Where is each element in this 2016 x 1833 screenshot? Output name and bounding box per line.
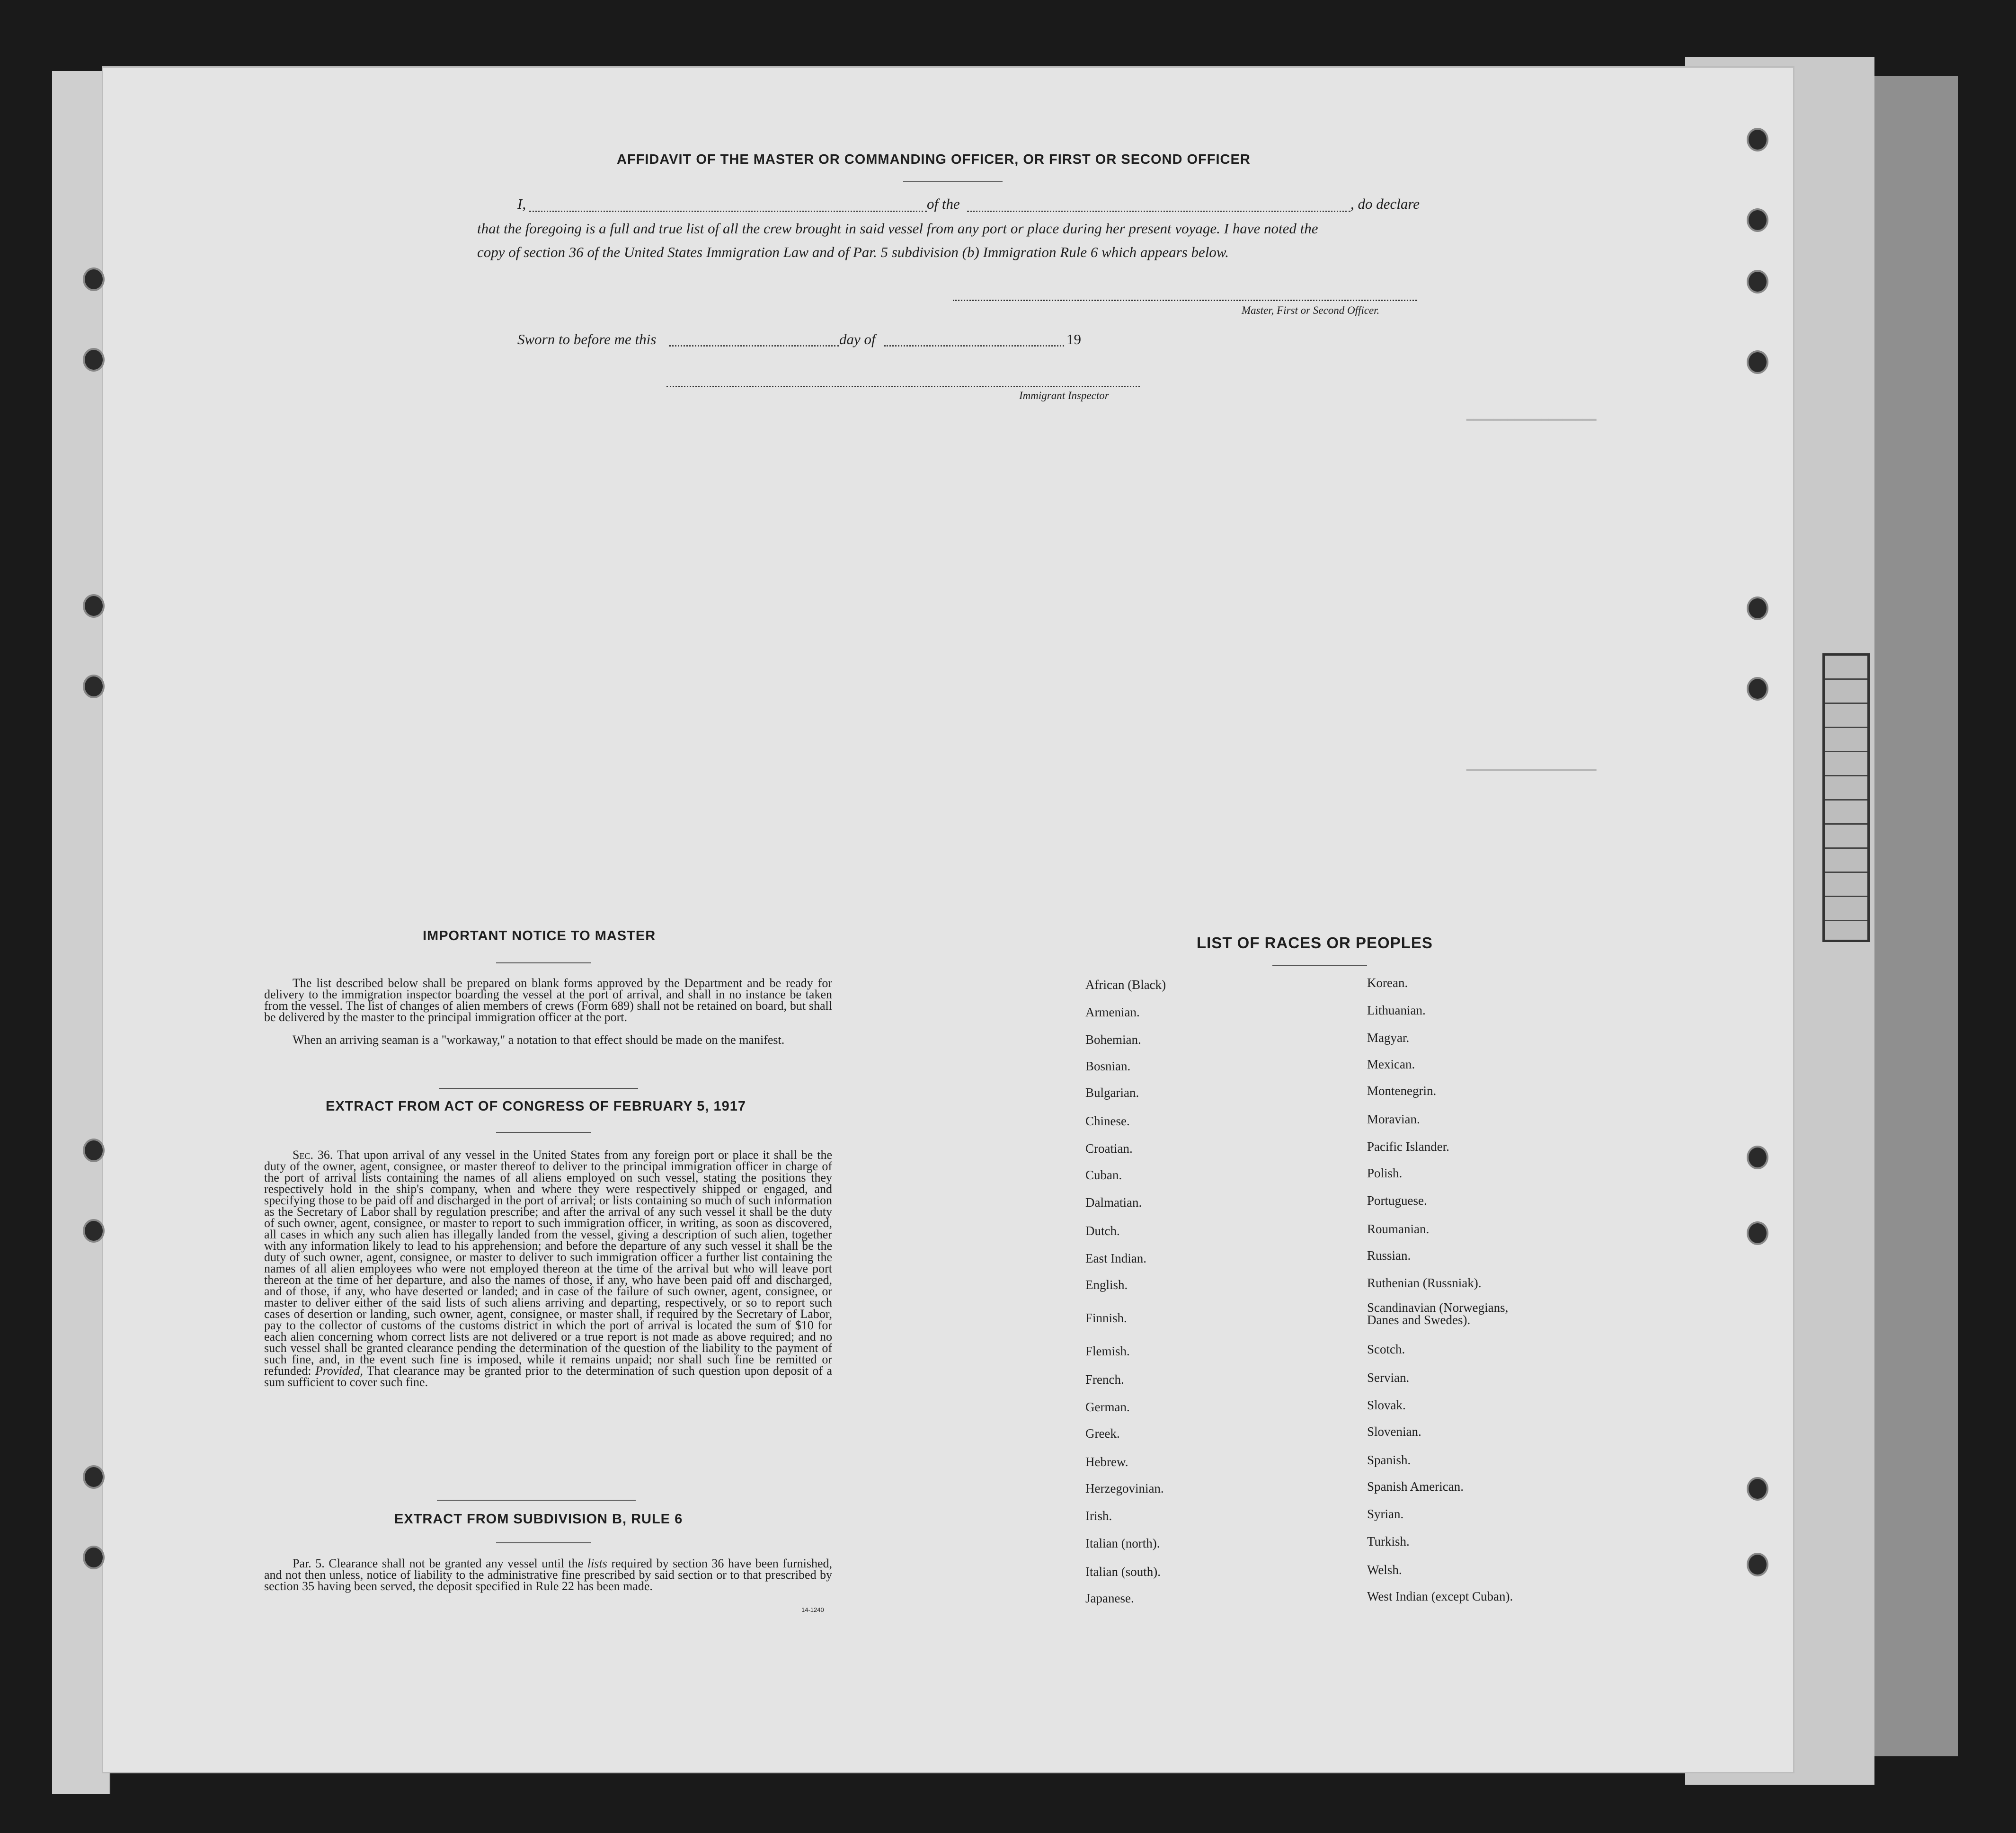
- binder-hole-icon: [1747, 208, 1768, 232]
- index-tab: [1822, 653, 1870, 942]
- race-left: Cuban.: [1085, 1168, 1122, 1182]
- race-left: Flemish.: [1085, 1344, 1130, 1358]
- race-left: German.: [1085, 1400, 1130, 1414]
- binder-hole-icon: [83, 1465, 105, 1489]
- race-right: Slovenian.: [1367, 1424, 1421, 1439]
- binder-hole-icon: [83, 675, 105, 698]
- bleed-through-mark: ━━━━━━━━━━━━━━━━━━━: [1466, 415, 1597, 427]
- par-5-b: required by section 36 have been furnished, and not then unless, notice of liability to the administrative fine prescribed by said section or to that prescribed by section 35 having been served, the deposit specified in Rule 22 has been made.: [264, 1557, 833, 1593]
- affidavit-of-the-label: of the: [927, 196, 960, 212]
- binder-hole-icon: [83, 267, 105, 291]
- race-left: French.: [1085, 1372, 1124, 1387]
- sec-36-text: [264, 1149, 832, 1388]
- race-left: Greek.: [1085, 1426, 1120, 1441]
- binder-hole-icon: [83, 1139, 105, 1162]
- form-number: 14-1240: [801, 1606, 824, 1613]
- race-right: Spanish American.: [1367, 1479, 1464, 1494]
- binder-hole-icon: [1747, 270, 1768, 294]
- provided-word: Provided,: [315, 1364, 363, 1378]
- binder-hole-icon: [1747, 350, 1768, 374]
- divider: [496, 962, 591, 963]
- affidavit-line-3: copy of section 36 of the United States Immigration Law and of Par. 5 subdivision (b) Immigration Rule 6 which appears below.: [477, 244, 1229, 260]
- rule-extract-title: EXTRACT FROM SUBDIVISION B, RULE 6: [394, 1512, 683, 1527]
- divider: [903, 181, 1003, 182]
- binder-hole-icon: [83, 348, 105, 372]
- race-right: Scotch.: [1367, 1342, 1405, 1356]
- race-left: African (Black): [1085, 978, 1166, 992]
- binder-hole-icon: [1747, 677, 1768, 701]
- bleed-through-mark: ━━━━━━━━━━━━━━━━━━━: [1466, 765, 1597, 778]
- binder-hole-icon: [1747, 596, 1768, 620]
- signature-caption: Master, First or Second Officer.: [1242, 304, 1380, 316]
- vessel-blank[interactable]: [967, 211, 1350, 212]
- races-title: LIST OF RACES OR PEOPLES: [1197, 934, 1433, 952]
- race-right: Magyar.: [1367, 1031, 1410, 1045]
- act-extract-title: EXTRACT FROM ACT OF CONGRESS OF FEBRUARY 5, 1917: [326, 1099, 746, 1114]
- race-left: Japanese.: [1085, 1591, 1134, 1605]
- race-right: Roumanian.: [1367, 1222, 1430, 1236]
- lists-word: lists: [587, 1557, 607, 1570]
- notice-workaway: When an arriving seaman is a "workaway," a notation to that effect should be made on the manifest.: [293, 1033, 785, 1047]
- affidavit-i-label: I,: [517, 196, 526, 212]
- binder-hole-icon: [1747, 1146, 1768, 1169]
- name-blank[interactable]: [529, 211, 927, 212]
- race-right: Polish.: [1367, 1166, 1403, 1180]
- race-right: Lithuanian.: [1367, 1003, 1426, 1017]
- race-left: Hebrew.: [1085, 1455, 1128, 1469]
- race-left: East Indian.: [1085, 1251, 1146, 1265]
- sec-label: Sec. 36.: [293, 1148, 333, 1162]
- race-right: Servian.: [1367, 1370, 1410, 1385]
- race-left: Bosnian.: [1085, 1059, 1131, 1073]
- race-left: Chinese.: [1085, 1114, 1130, 1128]
- race-left: Bulgarian.: [1085, 1086, 1139, 1100]
- sec-36-end: That clearance may be granted prior to the determination of such question upon deposit of a sum sufficient to cover such fine.: [264, 1364, 833, 1389]
- race-right: Russian.: [1367, 1248, 1411, 1263]
- affidavit-do-declare: , do declare: [1350, 196, 1420, 212]
- sec-36-body: That upon arrival of any vessel in the United States from any foreign port or place it shall be the duty of the owner, agent, consignee, or master thereof to deliver to the principal immigration officer in charge of the port of arrival lists containing the names of all aliens employed on such vessel, stating the positions they respectively hold in the ship's company, when and where they were respectively shipped or engaged, and specifying those to be paid off and discharged in the port of arrival; or lists containing so much of such information as the Secretary of Labor shall by regulation prescribe; and after the arrival of any such vessel it shall be the duty of such owner, agent, consignee, or master to report to such immigration officer, in writing, as soon as discovered, all cases in which any such alien has illegally landed from the vessel, giving a description of such alien, together with any information likely to lead to his apprehension; and before the departure of any such vessel it shall be the duty of such owner, agent, consignee, or master to deliver to such immigration officer a further list containing the names of all alien employees who were not employed thereon at the time of the arrival but who will leave port thereon at the time of her departure, and also the names of those, if any, who have been paid off and discharged, and of those, if any, who have deserted or landed; and in case of the failure of such owner, agent, consignee, or master to deliver either of the said lists of such aliens arriving and departing, respectively, or so to report such cases of desertion or landing, such owner, agent, consignee, or master shall, if required by the Secretary of Labor, pay to the collector of customs of the customs district in which the port of arrival is located the sum of $10 for each alien concerning whom correct lists are not delivered or a true report is not made as above required; and no such vessel shall be granted clearance pending the determination of the question of the liability to the payment of such fine, and, in the event such fine is imposed, while it remains unpaid; nor shall such fine be remitted or refunded:: [264, 1148, 833, 1378]
- race-right: Welsh.: [1367, 1563, 1402, 1577]
- binder-hole-icon: [83, 594, 105, 618]
- affidavit-line-2: that the foregoing is a full and true list of all the crew brought in said vessel from any port or place during her present voyage. I have noted the: [477, 220, 1318, 237]
- race-right: Ruthenian (Russniak).: [1367, 1276, 1482, 1290]
- sworn-day-blank[interactable]: [669, 345, 839, 347]
- race-left: Italian (north).: [1085, 1536, 1160, 1550]
- race-right: Moravian.: [1367, 1112, 1420, 1126]
- race-left: Herzegovinian.: [1085, 1481, 1164, 1495]
- race-left: Irish.: [1085, 1509, 1112, 1523]
- race-right: Scandinavian (Norwegians, Danes and Swedes).: [1367, 1300, 1509, 1327]
- par-5-text: [264, 1558, 832, 1592]
- affidavit-title: AFFIDAVIT OF THE MASTER OR COMMANDING OFFICER, OR FIRST OR SECOND OFFICER: [617, 152, 1251, 167]
- inspector-signature-line[interactable]: [666, 386, 1140, 387]
- race-right: West Indian (except Cuban).: [1367, 1589, 1513, 1603]
- race-right: Spanish.: [1367, 1453, 1411, 1467]
- sworn-month-blank[interactable]: [884, 345, 1064, 347]
- binder-hole-icon: [1747, 128, 1768, 151]
- race-right: Korean.: [1367, 976, 1408, 990]
- race-left: English.: [1085, 1278, 1128, 1292]
- binder-hole-icon: [83, 1219, 105, 1243]
- divider: [496, 1542, 591, 1543]
- race-right: Turkish.: [1367, 1534, 1410, 1548]
- binder-hole-icon: [1747, 1221, 1768, 1245]
- par-5-a: Par. 5. Clearance shall not be granted any vessel until the: [293, 1557, 584, 1570]
- race-right: Montenegrin.: [1367, 1084, 1437, 1098]
- race-left: Finnish.: [1085, 1311, 1127, 1325]
- race-right: Slovak.: [1367, 1398, 1406, 1412]
- race-right: Portuguese.: [1367, 1193, 1427, 1208]
- sworn-label: Sworn to before me this: [517, 331, 657, 347]
- divider: [437, 1500, 636, 1501]
- binder-hole-icon: [1747, 1477, 1768, 1501]
- race-right: Syrian.: [1367, 1507, 1404, 1521]
- manifest-page: [102, 66, 1794, 1773]
- year-prefix: 19: [1066, 331, 1081, 347]
- race-left: Dutch.: [1085, 1224, 1120, 1238]
- inspector-caption: Immigrant Inspector: [1019, 390, 1109, 401]
- race-left: Croatian.: [1085, 1141, 1133, 1156]
- binder-hole-icon: [83, 1546, 105, 1569]
- race-left: Italian (south).: [1085, 1565, 1161, 1579]
- race-left: Dalmatian.: [1085, 1195, 1142, 1210]
- race-right: Mexican.: [1367, 1057, 1415, 1071]
- divider: [496, 1132, 591, 1133]
- binder-hole-icon: [1747, 1553, 1768, 1576]
- notice-text: The list described below shall be prepared on blank forms approved by the Department and be ready for delivery to the immigration inspector boarding the vessel at the port of arrival, and shall in no instance be taken from the vessel. The list of changes of alien members of crews (Form 689) shall not be retained on board, but shall be delivered by the master to the principal immigration officer at the port.: [264, 976, 832, 1024]
- master-signature-line[interactable]: [953, 300, 1417, 301]
- divider: [1272, 965, 1367, 966]
- race-right: Pacific Islander.: [1367, 1139, 1449, 1154]
- notice-title: IMPORTANT NOTICE TO MASTER: [423, 928, 656, 943]
- day-of-label: day of: [839, 331, 876, 347]
- race-left: Bohemian.: [1085, 1032, 1141, 1047]
- divider: [439, 1088, 638, 1089]
- race-left: Armenian.: [1085, 1005, 1140, 1019]
